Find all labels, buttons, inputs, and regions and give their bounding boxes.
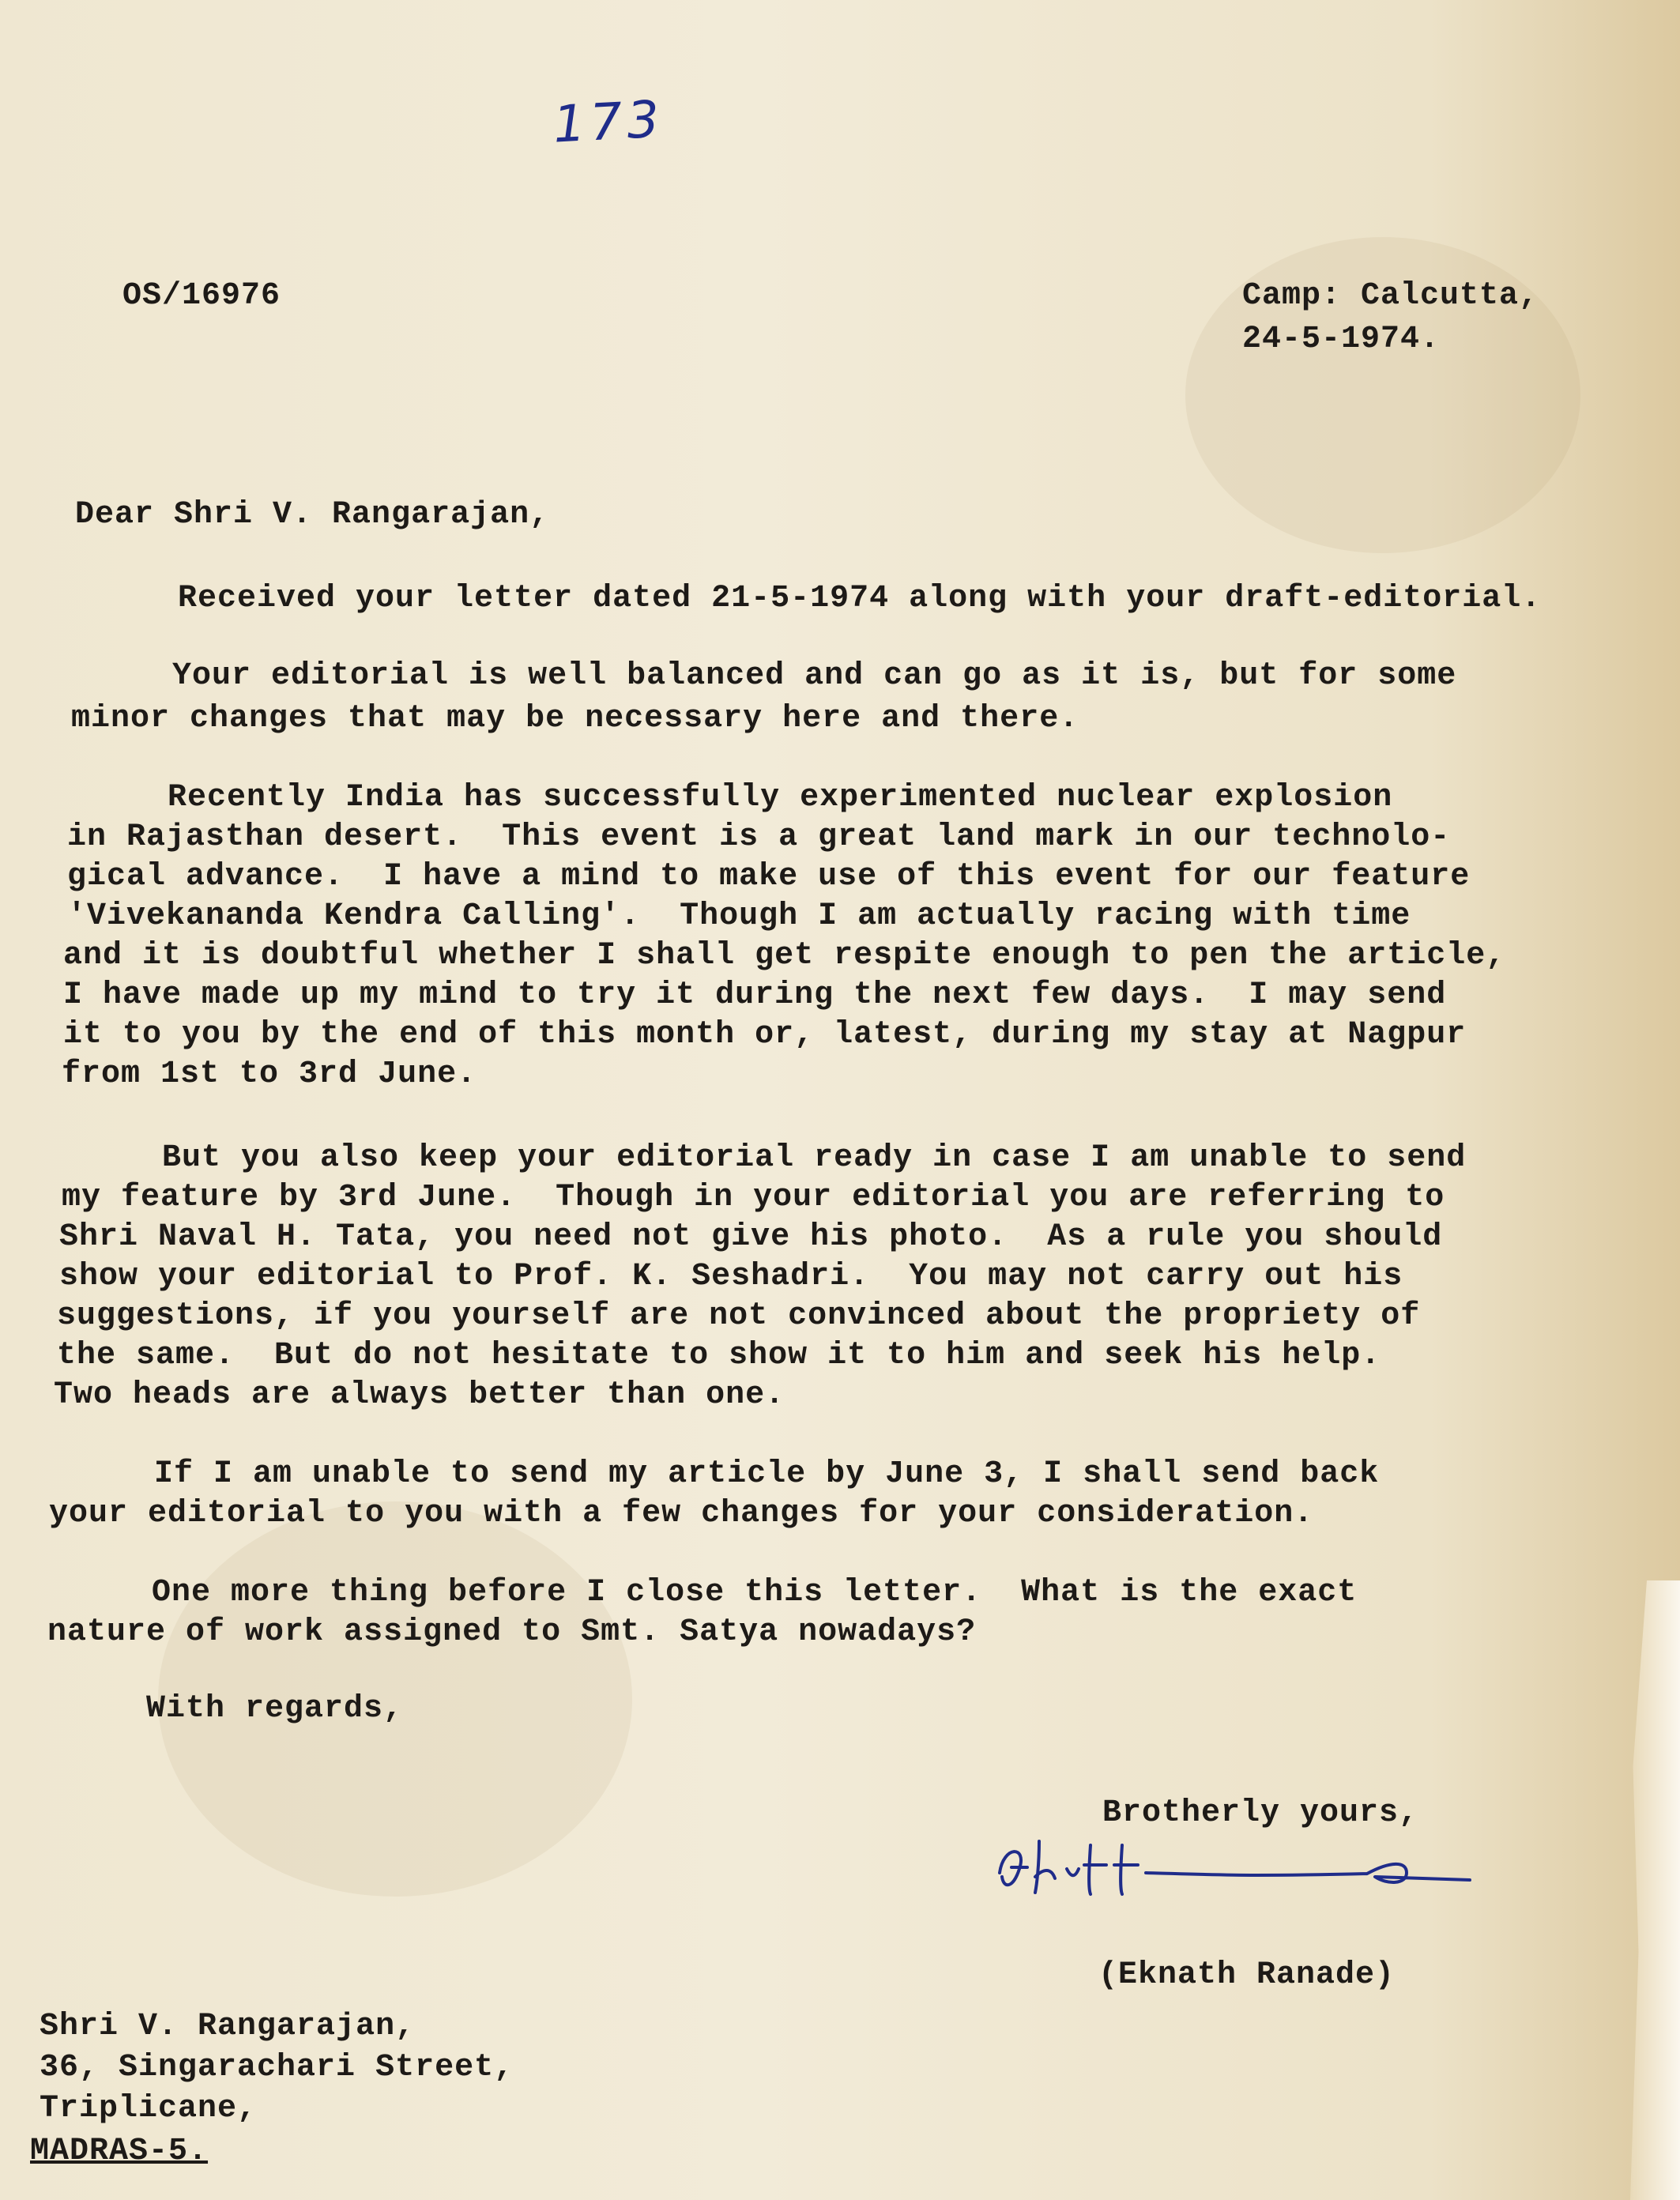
para5-line2: your editorial to you with a few changes for your consideration.	[49, 1496, 1314, 1531]
address-line-2: 36, Singarachari Street,	[40, 2050, 514, 2085]
signatory-name: (Eknath Ranade)	[1098, 1957, 1396, 1993]
address-line-4: MADRAS-5.	[30, 2134, 209, 2169]
para2-line1: Your editorial is well balanced and can go as it is, but for some	[172, 658, 1457, 694]
para5-line1: If I am unable to send my article by June 3, I shall send back	[154, 1456, 1380, 1492]
para3-line1: Recently India has successfully experimented nuclear explosion	[168, 780, 1393, 816]
para6-line1: One more thing before I close this letter. What is the exact	[152, 1575, 1358, 1610]
handwritten-signature	[996, 1829, 1486, 1908]
para4-line4: show your editorial to Prof. K. Seshadri. You may not carry out his	[59, 1259, 1403, 1294]
para6-line2: nature of work assigned to Smt. Satya nowadays?	[47, 1614, 977, 1650]
para4-line6: the same. But do not hesitate to show it to him and seek his help.	[57, 1338, 1381, 1373]
address-line-3: Triplicane,	[40, 2091, 258, 2127]
salutation: Dear Shri V. Rangarajan,	[75, 497, 550, 533]
para3-line4: 'Vivekananda Kendra Calling'. Though I am actually racing with time	[67, 898, 1411, 934]
para4-line3: Shri Naval H. Tata, you need not give his photo. As a rule you should	[59, 1219, 1443, 1255]
letter-date: 24-5-1974.	[1242, 322, 1441, 357]
para3-line8: from 1st to 3rd June.	[62, 1057, 477, 1092]
letter-place: Camp: Calcutta,	[1242, 278, 1539, 314]
closing: Brotherly yours,	[1102, 1795, 1419, 1831]
closing-regards: With regards,	[146, 1691, 404, 1727]
handwritten-page-number: 173	[552, 90, 665, 155]
para4-line1: But you also keep your editorial ready in case I am unable to send	[162, 1140, 1467, 1176]
para3-line5: and it is doubtful whether I shall get respite enough to pen the article,	[63, 938, 1506, 974]
torn-edge	[1625, 1580, 1680, 2200]
reference-number: OS/16976	[122, 278, 281, 314]
para3-line2: in Rajasthan desert. This event is a great land mark in our technolo-	[67, 819, 1451, 855]
para4-line5: suggestions, if you yourself are not convinced about the propriety of	[57, 1298, 1421, 1334]
para3-line6: I have made up my mind to try it during the next few days. I may send	[63, 978, 1447, 1013]
para3-line7: it to you by the end of this month or, latest, during my stay at Nagpur	[63, 1017, 1467, 1053]
para1-line1: Received your letter dated 21-5-1974 along with your draft-editorial.	[178, 581, 1542, 616]
address-line-1: Shri V. Rangarajan,	[40, 2009, 416, 2044]
para3-line3: gical advance. I have a mind to make use of this event for our feature	[67, 859, 1471, 895]
para4-line7: Two heads are always better than one.	[54, 1377, 785, 1413]
para4-line2: my feature by 3rd June. Though in your editorial you are referring to	[62, 1180, 1445, 1215]
para2-line2: minor changes that may be necessary here and there.	[71, 701, 1079, 736]
